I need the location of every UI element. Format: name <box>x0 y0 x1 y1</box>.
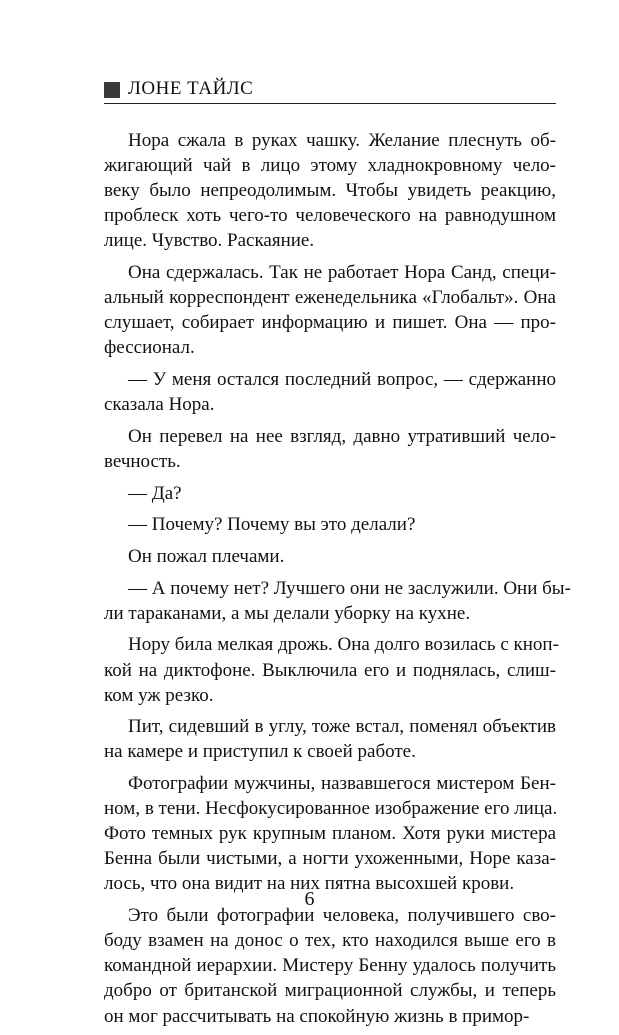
paragraph <box>104 424 556 474</box>
text-line: Он пожал плечами. <box>128 545 285 567</box>
text-line: лице. Чувство. Раскаяние. <box>104 230 315 252</box>
text-line: жигающий чай в лицо этому хладнокровному чело- <box>104 155 556 177</box>
text-line: Он перевел на нее взгляд, давно утративший чело- <box>128 425 556 447</box>
text-line: ли тараканами, а мы делали уборку на кухне. <box>104 602 471 624</box>
text-line: — А почему нет? Лучшего они не заслужили. Они бы- <box>128 577 571 599</box>
text-line: фессионал. <box>104 337 195 359</box>
paragraph <box>104 512 556 537</box>
text-line: на камере и приступил к своей работе. <box>104 741 416 763</box>
text-line: ком уж резко. <box>104 684 214 706</box>
paragraph <box>104 260 556 360</box>
text-line: — Почему? Почему вы это делали? <box>128 514 416 536</box>
paragraph <box>104 903 556 1028</box>
text-line: сказала Нора. <box>104 394 215 416</box>
text-line: кой на диктофоне. Выключила его и поднялась, слиш- <box>104 659 556 681</box>
text-line: Она сдержалась. Так не работает Нора Санд, специ- <box>128 262 556 284</box>
paragraph <box>104 576 571 626</box>
text-line: лось, что она видит на них пятна высохшей крови. <box>104 873 515 895</box>
text-line: боду взамен на донос о тех, кто находился выше его в <box>104 930 556 952</box>
header-square-ornament <box>104 82 120 98</box>
text-line: — У меня остался последний вопрос, — сдержанно <box>128 369 556 391</box>
text-line: Фото темных рук крупным планом. Хотя руки мистера <box>104 823 556 845</box>
text-line: Пит, сидевший в углу, тоже встал, поменял объектив <box>128 716 556 738</box>
text-line: он мог рассчитывать на спокойную жизнь в примор- <box>104 1005 530 1027</box>
paragraph <box>104 367 556 417</box>
paragraph <box>104 128 556 253</box>
text-line: вечность. <box>104 450 181 472</box>
text-line: добро от британской миграционной службы, и теперь <box>104 980 556 1002</box>
text-line: командной иерархии. Мистеру Бенну удалось получить <box>104 955 556 977</box>
paragraph <box>104 771 556 896</box>
paragraph <box>104 544 556 569</box>
text-line: Это были фотографии человека, получившего сво- <box>128 905 556 927</box>
text-line: — Да? <box>128 482 182 504</box>
paragraph <box>104 714 556 764</box>
text-line: Нора сжала в руках чашку. Желание плеснуть об- <box>128 130 556 151</box>
text-line: проблеск хоть чего-то человеческого на равнодушном <box>104 205 556 227</box>
text-line: Фотографии мужчины, назвавшегося мистером Бен- <box>128 773 556 795</box>
text-line: веку было непреодолимым. Чтобы увидеть реакцию, <box>104 180 556 202</box>
text-line: Бенна были чистыми, а ногти ухоженными, Норе каза- <box>104 848 556 870</box>
paragraph <box>104 632 559 707</box>
text-line: слушает, собирает информацию и пишет. Она — про- <box>104 312 556 334</box>
page-number: 6 <box>304 888 315 910</box>
paragraph <box>104 481 556 506</box>
text-line: Нору била мелкая дрожь. Она долго возилась с кноп- <box>128 634 559 656</box>
text-line: альный корреспондент еженедельника «Глобальт». Она <box>104 287 556 309</box>
author-name: ЛОНЕ ТАЙЛС <box>128 78 254 99</box>
running-header <box>104 77 556 104</box>
text-line: ном, в тени. Несфокусированное изображение его лица. <box>104 798 558 820</box>
